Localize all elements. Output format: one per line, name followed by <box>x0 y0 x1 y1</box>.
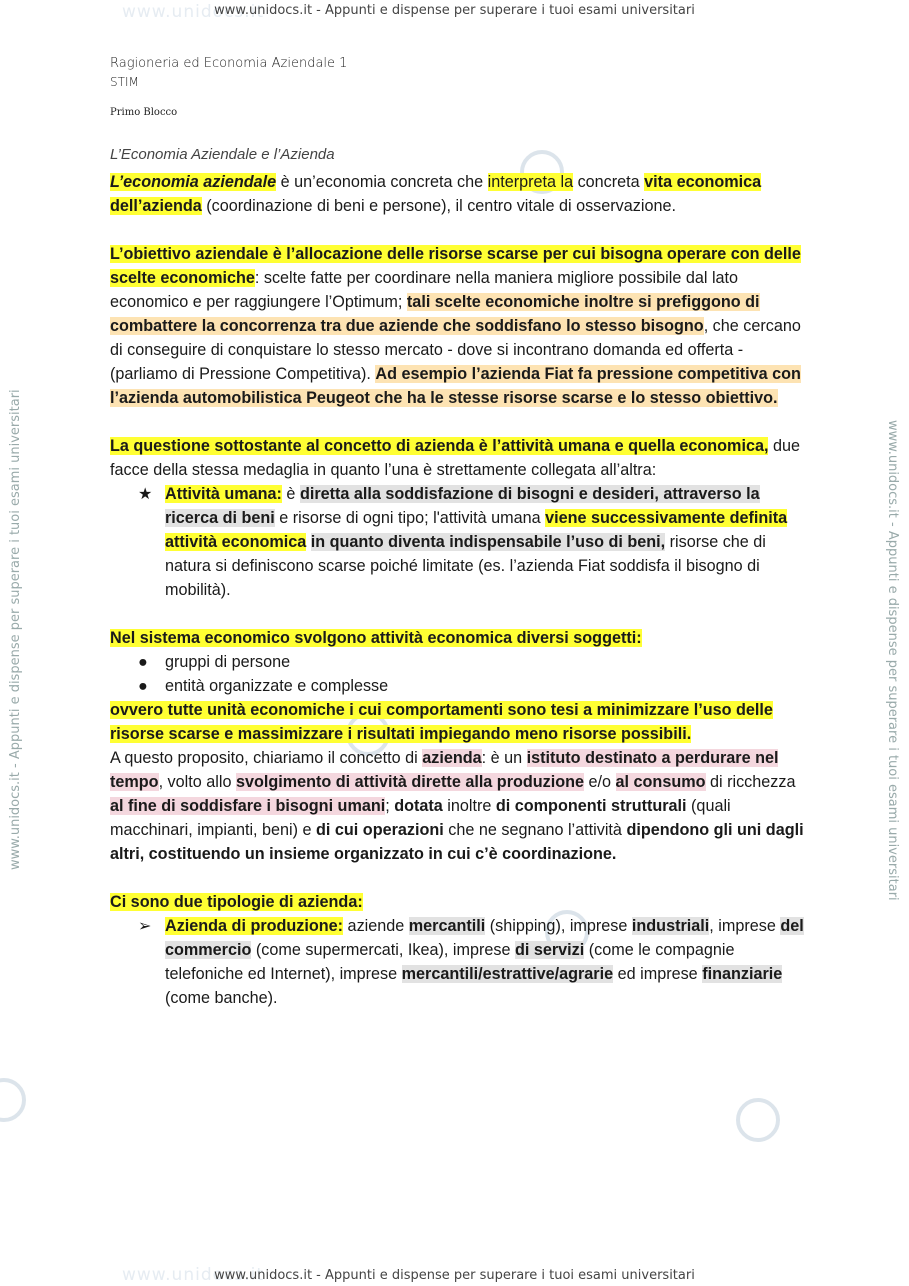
document-header <box>110 54 347 118</box>
paragraph-soggetti: Nel sistema economico svolgono attività economica diversi soggetti: <box>110 629 642 647</box>
block-label: Primo Blocco <box>110 107 178 118</box>
document-body <box>110 144 810 1010</box>
watermark-logo-icon <box>736 1098 780 1142</box>
watermark-ghost-bottom: www.unidocs.it <box>122 1265 265 1285</box>
paragraph-obiettivo: L’obiettivo aziendale è l’allocazione delle risorse scarse per cui bisogna operare con delle scelte economiche: scelte fatte per coordinare nella maniera migliore possibile dal lato economico e per raggiungere l’Optimum; tali scelte economiche inoltre si prefiggono di combattere la concorrenza tra due aziende che soddisfano lo stesso bisogno, che cercano di conseguire di conquistare lo stesso mercato - dove si incontrano domanda ed offerta - (parliamo di Pressione Competitiva). Ad esempio l’azienda Fiat fa pressione competitiva con l’azienda automobilistica Peugeot che ha le stesse risorse scarse e lo stesso obiettivo. <box>110 245 801 407</box>
arrow-icon: ➢ <box>138 917 152 935</box>
bullet-icon: ● <box>138 653 148 671</box>
watermark-ghost-top: www.unidocs.it <box>122 2 265 22</box>
paragraph-economia-aziendale: L’economia aziendale è un’economia concreta che interpreta la concreta vita economica dell’azienda (coordinazione di beni e persone), il centro vitale di osservazione. <box>110 173 762 215</box>
list-item: ● gruppi di persone <box>110 650 810 674</box>
course-title: Ragioneria ed Economia Aziendale 1 <box>110 56 348 71</box>
watermark-right: www.unidocs.it - Appunti e dispense per superare i tuoi esami universitari <box>885 420 900 901</box>
star-list <box>110 482 810 602</box>
bullet-icon: ● <box>138 677 148 695</box>
watermark-left: www.unidocs.it - Appunti e dispense per superare i tuoi esami universitari <box>8 389 23 870</box>
subjects-list <box>110 650 810 698</box>
paragraph-tipologie: Ci sono due tipologie di azienda: <box>110 893 363 911</box>
program-name: STIM <box>110 75 139 89</box>
section-title: L’Economia Aziendale e l’Azienda <box>110 146 335 163</box>
star-icon: ★ <box>138 485 153 503</box>
watermark-top: www.unidocs.it - Appunti e dispense per superare i tuoi esami universitari <box>214 3 695 18</box>
list-item: ★ Attività umana: è diretta alla soddisfazione di bisogni e desideri, attraverso la ricerca di beni e risorse di ogni tipo; l'attività umana viene successivamente definita attività economica in quanto diventa indispensabile l’uso di beni, risorse che di natura si definiscono scarse poiché limitate (es. l’azienda Fiat soddisfa il bisogno di mobilità). <box>110 482 810 602</box>
list-item: ● entità organizzate e complesse <box>110 674 810 698</box>
arrow-list <box>110 914 810 1010</box>
paragraph-questione: La questione sottostante al concetto di azienda è l’attività umana e quella economica, due facce della stessa medaglia in quanto l’una è strettamente collegata all’altra: <box>110 437 800 479</box>
watermark-logo-icon <box>0 1078 26 1122</box>
list-item: ➢ Azienda di produzione: aziende mercantili (shipping), imprese industriali, imprese del commercio (come supermercati, Ikea), imprese di servizi (come le compagnie telefoniche ed Internet), imprese mercantili/estrattive/agrarie ed imprese finanziarie (come banche). <box>110 914 810 1010</box>
paragraph-unita-economiche: ovvero tutte unità economiche i cui comportamenti sono tesi a minimizzare l’uso delle risorse scarse e massimizzare i risultati impiegando meno risorse possibili. <box>110 701 773 743</box>
watermark-bottom: www.unidocs.it - Appunti e dispense per superare i tuoi esami universitari <box>214 1268 695 1283</box>
term-economia-aziendale: L’economia aziendale <box>110 173 277 191</box>
paragraph-concetto-azienda: A questo proposito, chiariamo il concetto di azienda: è un istituto destinato a perdurare nel tempo, volto allo svolgimento di attività dirette alla produzione e/o al consumo di ricchezza al fine di soddisfare i bisogni umani; dotata inoltre di componenti strutturali (quali macchinari, impianti, beni) e di cui operazioni che ne segnano l’attività dipendono gli uni dagli altri, costituendo un insieme organizzato in cui c’è coordinazione. <box>110 749 804 863</box>
